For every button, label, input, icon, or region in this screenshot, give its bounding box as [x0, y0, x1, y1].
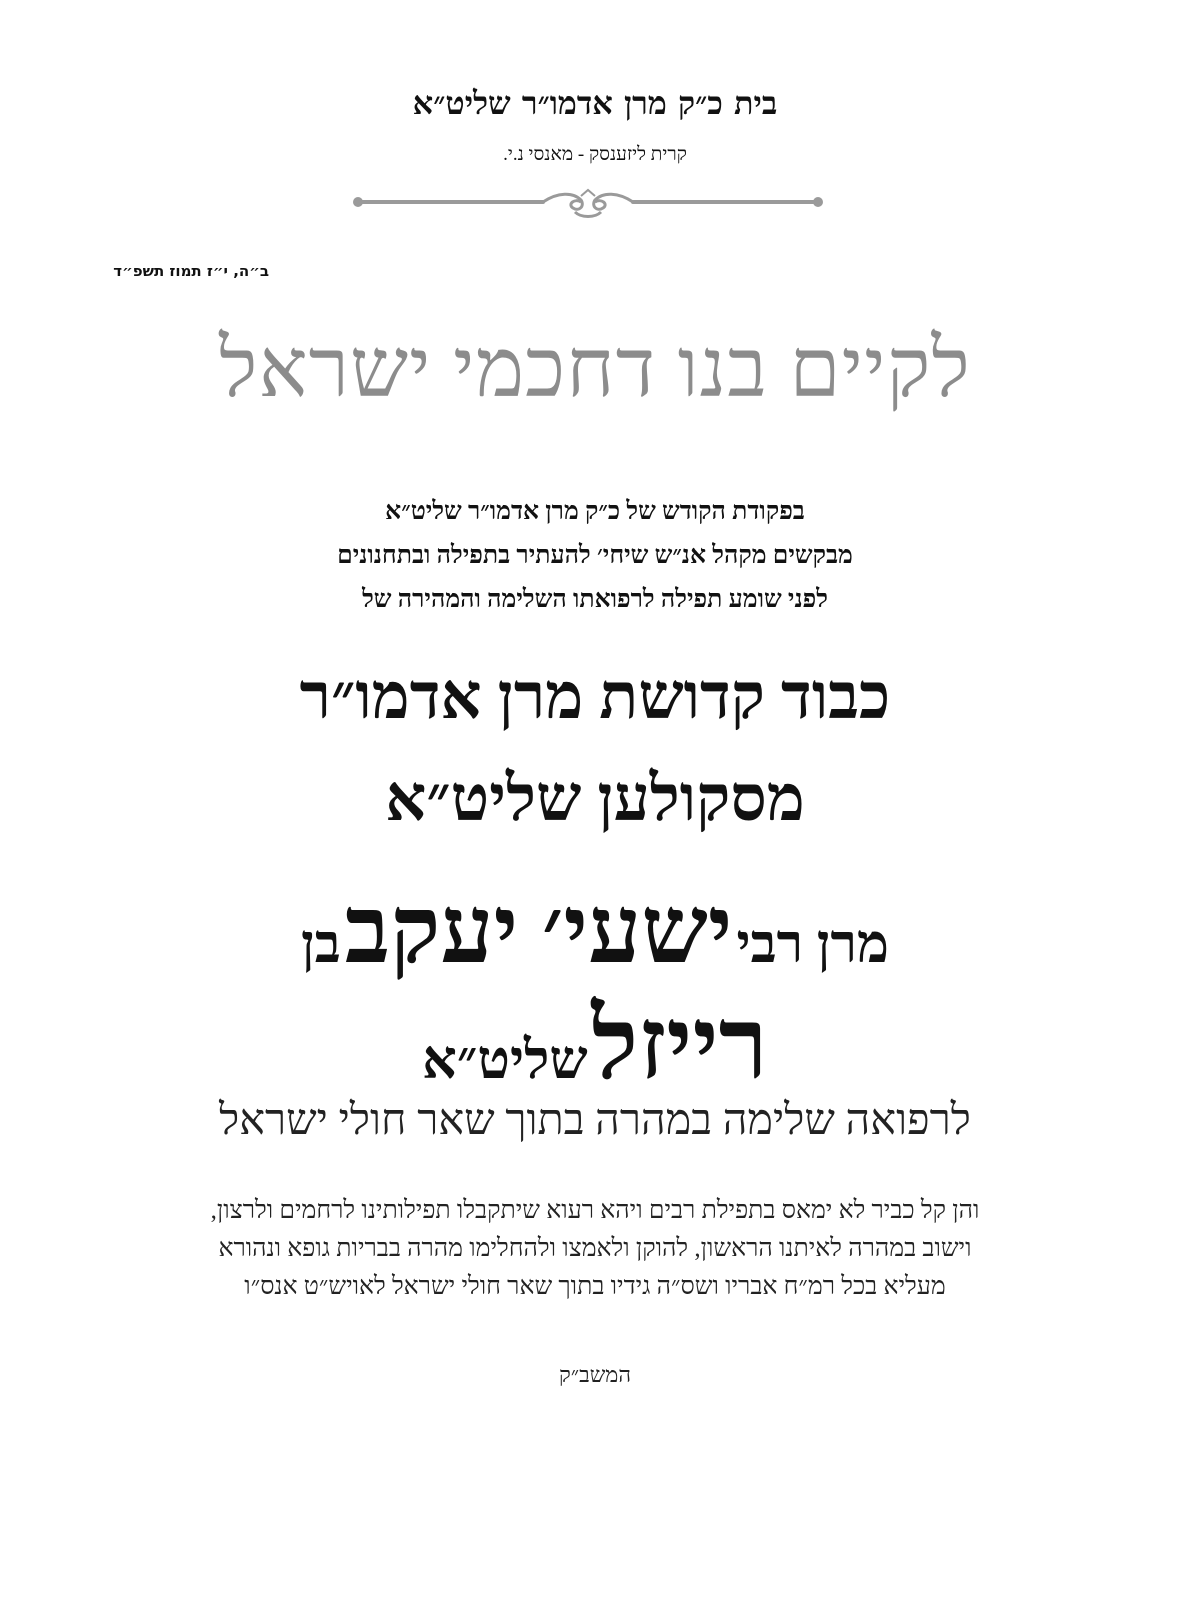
honor-title-line-2: מסקולען שליט״א [385, 763, 805, 834]
institution-location: קרית ליזענסק - מאנסי נ.י. [503, 144, 687, 165]
intro-line-3: לפני שומע תפילה לרפואתו השלימה והמהירה של [362, 586, 828, 613]
patient-name-line [0, 880, 1190, 983]
ornament-divider [353, 188, 823, 218]
intro-line-1: בפקודת הקודש של כ״ק מרן אדמו״ר שליט״א [385, 498, 805, 525]
prayer-text [0, 1192, 1190, 1306]
honor-title-line-1: כבוד קדושת מרן אדמו״ר [299, 661, 891, 732]
name-prefix: מרן רבי [736, 914, 890, 974]
mother-name: רייזל [591, 989, 768, 1100]
signature: המשב״ק [558, 1362, 631, 1387]
prayer-line-3: מעליא בכל רמ״ח אבריו ושס״ה גידיו בתוך שאר חולי ישראל לאויש״ט אנס״ו [244, 1273, 946, 1300]
mother-name-line [0, 990, 1190, 1100]
name-ben: בן [300, 914, 341, 974]
intro-line-2: מבקשים מקהל אנ״ש שיחי׳ להעתיר בתפילה ובתחנונים [337, 542, 853, 569]
prayer-line-1: והן קל כביר לא ימאס בתפילת רבים ויהא רעוא שיתקבלו תפילותינו לרחמים ולרצון, [210, 1197, 980, 1224]
recovery-line: לרפואה שלימה במהרה בתוך שאר חולי ישראל [219, 1097, 971, 1144]
intro-text [0, 490, 1190, 622]
name-suffix: שליט״א [422, 1030, 588, 1090]
prayer-line-2: וישוב במהרה לאיתנו הראשון, להוקן ולאמצו ולהחלימו מהרה בבריות גופא ונהורא [218, 1235, 972, 1262]
document-date: ב״ה, י״ז תמוז תשפ״ד [113, 262, 269, 280]
institution-title: בית כ״ק מרן אדמו״ר שליט״א [412, 84, 778, 122]
headline: לקיים בנו דחכמי ישראל [219, 323, 971, 414]
patient-first-name: ישעי׳ יעקב [344, 879, 733, 983]
